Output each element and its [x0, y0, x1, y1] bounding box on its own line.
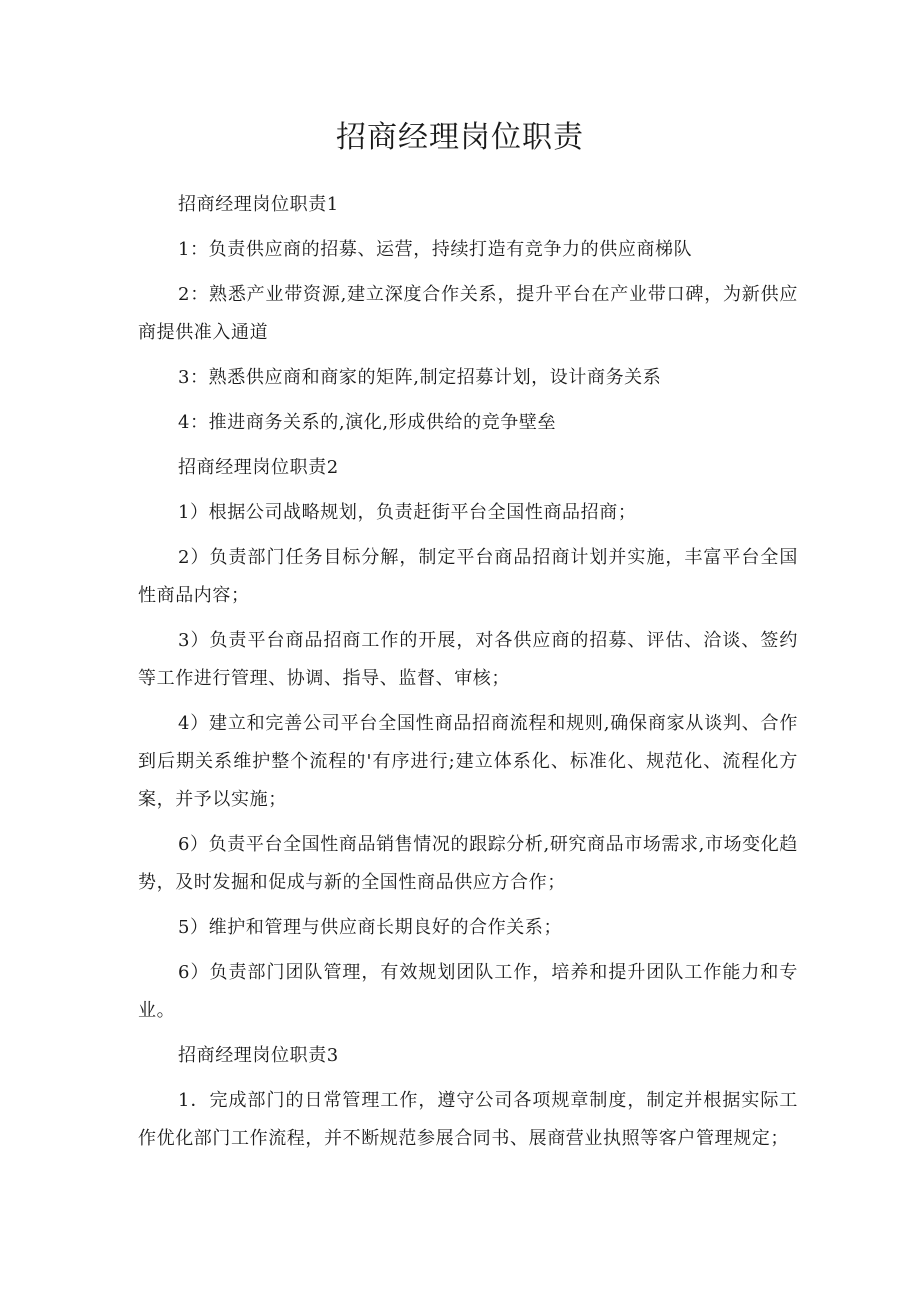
paragraph: 1）根据公司战略规划，负责赶街平台全国性商品招商； [178, 502, 637, 523]
section-heading: 招商经理岗位职责3 [178, 1045, 339, 1066]
paragraph: 6）负责部门团队管理，有效规划团队工作，培养和提升团队工作能力和专业。 [138, 962, 798, 1021]
paragraph: 2）负责部门任务目标分解，制定平台商品招商计划并实施，丰富平台全国性商品内容； [138, 547, 798, 606]
paragraph: 3：熟悉供应商和商家的矩阵,制定招募计划，设计商务关系 [178, 367, 662, 388]
document-body [138, 186, 798, 1165]
paragraph: 3）负责平台商品招商工作的开展，对各供应商的招募、评估、洽谈、签约等工作进行管理、协调、指导、监督、审核； [138, 630, 798, 689]
paragraph: 6）负责平台全国性商品销售情况的跟踪分析,研究商品市场需求,市场变化趋势，及时发掘和促成与新的全国性商品供应方合作； [138, 834, 798, 893]
paragraph: 4：推进商务关系的,演化,形成供给的竞争壁垒 [178, 412, 557, 433]
section-heading: 招商经理岗位职责1 [178, 194, 339, 215]
document-title: 招商经理岗位职责 [336, 120, 584, 155]
paragraph: 2：熟悉产业带资源,建立深度合作关系，提升平台在产业带口碑，为新供应商提供准入通道 [138, 284, 798, 343]
paragraph: 4）建立和完善公司平台全国性商品招商流程和规则,确保商家从谈判、合作到后期关系维护整个流程的'有序进行;建立体系化、标准化、规范化、流程化方案，并予以实施； [138, 713, 798, 810]
paragraph: 1．完成部门的日常管理工作，遵守公司各项规章制度，制定并根据实际工作优化部门工作流程，并不断规范参展合同书、展商营业执照等客户管理规定； [138, 1090, 798, 1149]
section-heading: 招商经理岗位职责2 [178, 457, 339, 478]
paragraph: 5）维护和管理与供应商长期良好的合作关系； [178, 917, 563, 938]
paragraph: 1：负责供应商的招募、运营，持续打造有竞争力的供应商梯队 [178, 239, 693, 260]
